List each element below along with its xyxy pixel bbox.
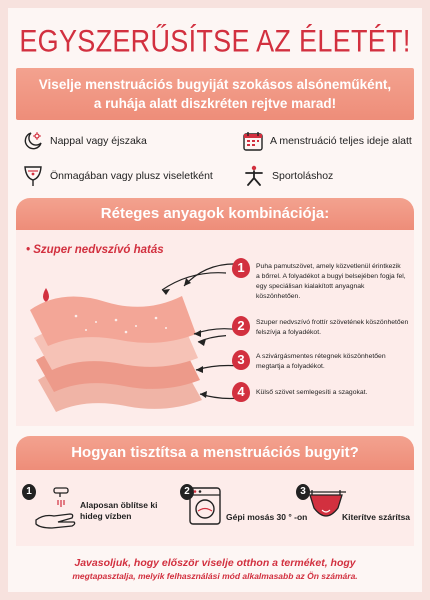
step-number-4: 4 bbox=[232, 382, 250, 402]
step-text-1 bbox=[256, 262, 430, 302]
feature-label: Önmagában vagy plusz viseletként bbox=[50, 170, 213, 182]
menstrual-cup-icon bbox=[22, 164, 44, 188]
step-line: a bőrrel. A folyadékot a bugyi belsejében fogja fel, bbox=[256, 273, 406, 280]
care-number-2: 2 bbox=[180, 484, 194, 500]
feature-standalone bbox=[22, 164, 213, 188]
step-line: Szuper nedvszívó frottír szövetének köszönhetően bbox=[256, 319, 409, 326]
care-number-3: 3 bbox=[296, 484, 310, 500]
care-number-1: 1 bbox=[22, 484, 36, 500]
footer-note bbox=[8, 556, 422, 583]
bullet-text: Szuper nedvszívó hatás bbox=[33, 244, 164, 256]
feature-day-night bbox=[22, 130, 147, 152]
intro-banner bbox=[16, 68, 414, 120]
bullet-absorbent: • Szuper nedvszívó hatás bbox=[26, 244, 164, 256]
layers-heading: Réteges anyagok kombinációja: bbox=[16, 198, 414, 230]
step-line: köszönhetően. bbox=[256, 293, 301, 300]
yoga-icon bbox=[242, 164, 266, 188]
raindrop-icon bbox=[43, 288, 49, 302]
feature-label: Sportoláshoz bbox=[272, 170, 334, 182]
feature-label: A menstruáció teljes ideje alatt bbox=[270, 135, 412, 147]
layer-1 bbox=[30, 296, 196, 346]
step-number-1: 1 bbox=[232, 258, 250, 278]
care-text-2 bbox=[226, 512, 307, 523]
care-panel bbox=[16, 470, 414, 546]
care-line: Kiterítve szárítsa bbox=[342, 512, 411, 522]
care-line: hideg vízben bbox=[80, 511, 132, 521]
step-text-2 bbox=[256, 318, 430, 338]
feature-whole-period bbox=[242, 130, 412, 152]
page-title: EGYSZERŰSÍTSE AZ ÉLETÉT! bbox=[19, 23, 411, 59]
step-line: felszívja a folyadékot. bbox=[256, 329, 321, 336]
feature-label: Nappal vagy éjszaka bbox=[50, 135, 147, 147]
feature-sport bbox=[242, 164, 333, 188]
calendar-icon bbox=[242, 130, 264, 152]
care-text-1 bbox=[80, 500, 157, 522]
hand-wash-icon bbox=[32, 486, 80, 534]
step-number-2: 2 bbox=[232, 316, 250, 336]
step-number-3: 3 bbox=[232, 350, 250, 370]
step-line: A szivárgásmentes rétegnek köszönhetően bbox=[256, 353, 386, 360]
intro-line-2: a ruhája alatt diszkréten rejtve marad! bbox=[93, 96, 337, 111]
infographic-page bbox=[8, 8, 422, 592]
step-line: Külső szövet semlegesíti a szagokat. bbox=[256, 389, 368, 396]
intro-line-1: Viselje menstruációs bugyiját szokásos alsóneműként, bbox=[38, 77, 392, 92]
care-line: Alaposan öblítse ki bbox=[80, 500, 158, 510]
step-line: Puha pamutszövet, amely közvetlenül érintkezik bbox=[256, 263, 401, 270]
layers-panel bbox=[16, 230, 414, 426]
step-line: egy speciálisan kialakított anyagnak bbox=[256, 283, 365, 290]
step-text-3 bbox=[256, 352, 430, 372]
care-heading: Hogyan tisztítsa a menstruációs bugyit? bbox=[16, 436, 414, 470]
step-text-4 bbox=[256, 388, 430, 398]
day-night-icon bbox=[22, 130, 44, 152]
footer-line-1: Javasoljuk, hogy először viselje otthon a terméket, hogy bbox=[74, 557, 356, 569]
footer-line-2: megtapasztalja, melyik felhasználási mód alkalmasabb az Ön számára. bbox=[72, 571, 358, 581]
care-text-3 bbox=[342, 512, 410, 523]
care-line: Gépi mosás 30 ° -on bbox=[226, 512, 308, 522]
washing-machine-icon bbox=[188, 486, 222, 526]
step-line: megtartja a folyadékot. bbox=[256, 363, 325, 370]
